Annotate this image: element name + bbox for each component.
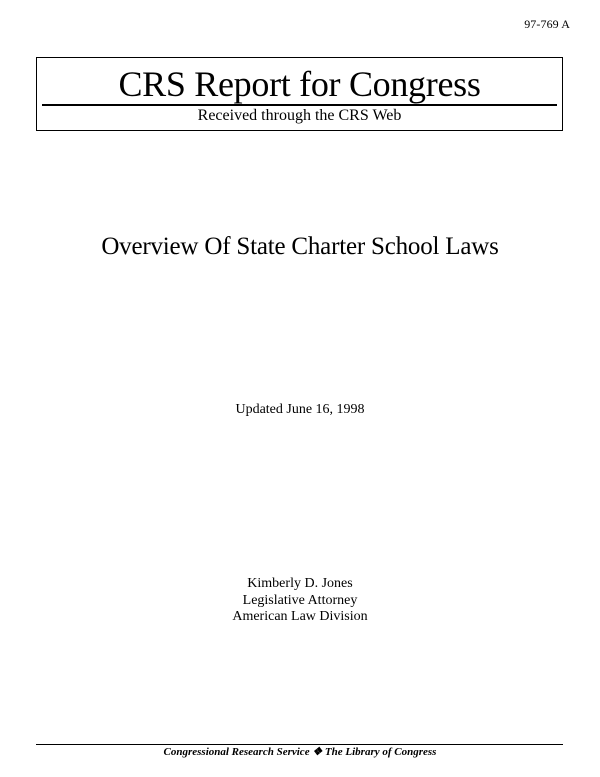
author-name: Kimberly D. Jones [247, 576, 353, 591]
header-title: CRS Report for Congress [118, 64, 481, 104]
report-header-box [36, 57, 563, 131]
updated-date: Updated June 16, 1998 [235, 402, 365, 417]
footer-text: Congressional Research Service ❖ The Library of Congress [163, 746, 437, 758]
author-division: American Law Division [232, 609, 368, 624]
document-number: 97-769 A [524, 17, 570, 31]
author-block [0, 576, 600, 626]
header-divider [42, 104, 557, 106]
header-subtitle: Received through the CRS Web [197, 107, 402, 124]
author-position: Legislative Attorney [242, 592, 358, 608]
report-title: Overview Of State Charter School Laws [101, 233, 499, 260]
footer-divider [36, 744, 563, 745]
